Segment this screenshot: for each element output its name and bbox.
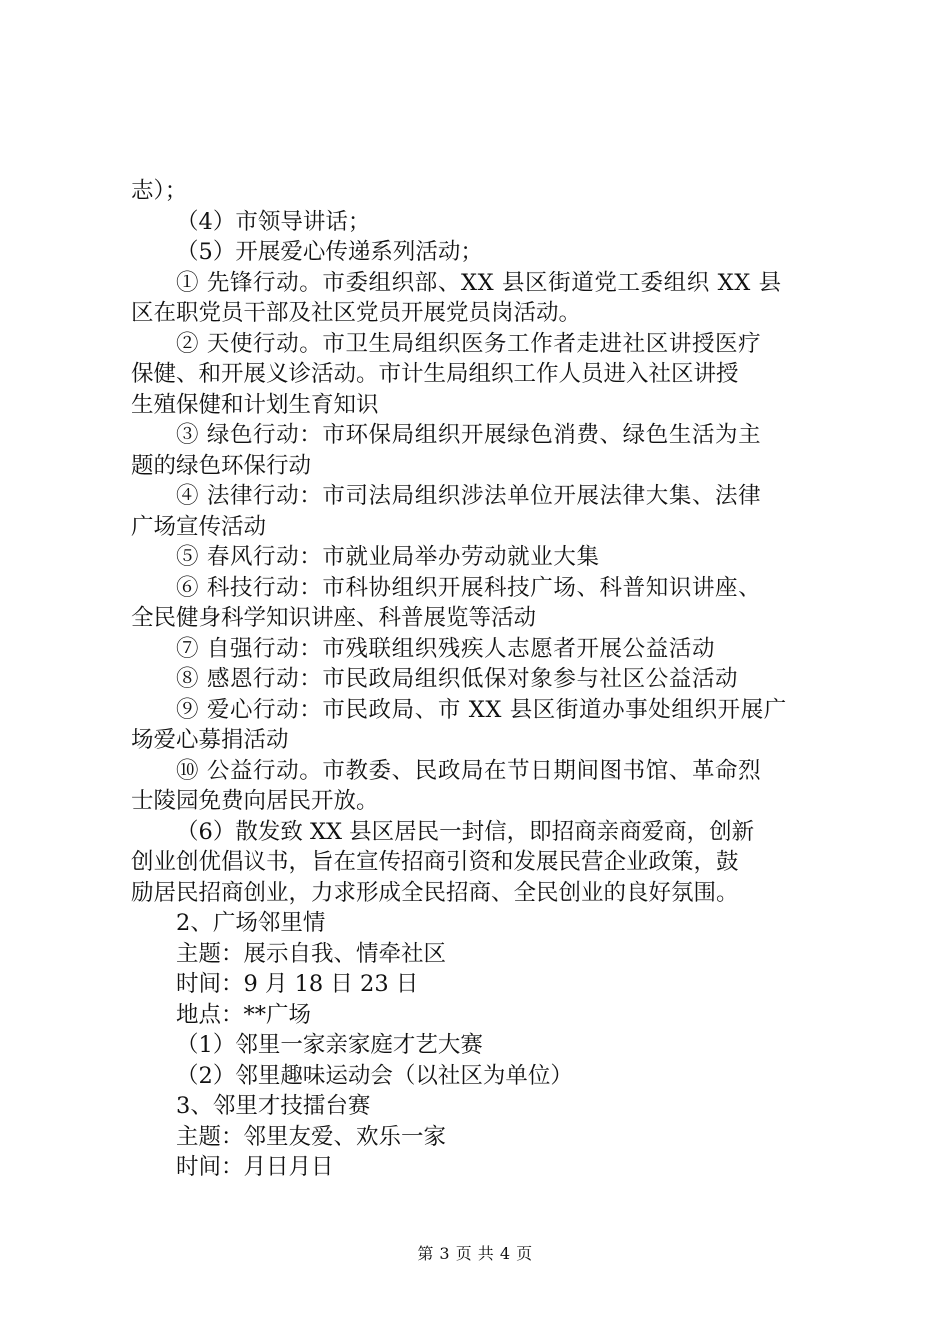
document-body bbox=[131, 176, 831, 1183]
page-number: 第 3 页 共 4 页 bbox=[417, 1244, 533, 1263]
body-line: ① 先锋行动。市委组织部、XX 县区街道党工委组织 XX 县 bbox=[176, 269, 782, 296]
body-line: 创业创优倡议书，旨在宣传招商引资和发展民营企业政策，鼓 bbox=[131, 849, 739, 875]
body-line: ⑨ 爱心行动：市民政局、市 XX 县区街道办事处组织开展广 bbox=[176, 696, 787, 723]
body-line: 主题：邻里友爱、欢乐一家 bbox=[176, 1123, 447, 1150]
body-line: ⑩ 公益行动。市教委、民政局在节日期间图书馆、革命烈 bbox=[176, 757, 762, 784]
page-footer bbox=[0, 1244, 950, 1264]
section-heading: 3、邻里才技擂台赛 bbox=[176, 1093, 371, 1119]
body-line: 励居民招商创业，力求形成全民招商、全民创业的良好氛围。 bbox=[131, 879, 739, 906]
body-line: 全民健身科学知识讲座、科普展览等活动 bbox=[131, 605, 537, 631]
body-line: （1）邻里一家亲家庭才艺大赛 bbox=[176, 1032, 483, 1058]
body-line: 志）； bbox=[131, 178, 188, 204]
body-line: ⑧ 感恩行动：市民政局组织低保对象参与社区公益活动 bbox=[176, 666, 739, 692]
body-line: ⑦ 自强行动：市残联组织残疾人志愿者开展公益活动 bbox=[176, 635, 716, 662]
body-line: ④ 法律行动：市司法局组织涉法单位开展法律大集、法律 bbox=[176, 483, 762, 509]
body-line: 士陵园免费向居民开放。 bbox=[131, 788, 379, 814]
body-line: 时间：月日月日 bbox=[176, 1154, 334, 1180]
body-line: ② 天使行动。市卫生局组织医务工作者走进社区讲授医疗 bbox=[176, 330, 762, 357]
body-line: 题的绿色环保行动 bbox=[131, 452, 312, 479]
body-line: ⑤ 春风行动：市就业局举办劳动就业大集 bbox=[176, 544, 600, 570]
body-line: （6）散发致 XX 县区居民一封信，即招商亲商爱商，创新 bbox=[176, 818, 755, 845]
body-line: 时间：9 月 18 日 23 日 bbox=[176, 971, 419, 997]
body-line: ③ 绿色行动：市环保局组织开展绿色消费、绿色生活为主 bbox=[176, 422, 762, 448]
body-line: 生殖保健和计划生育知识 bbox=[131, 391, 379, 418]
section-heading: 2、广场邻里情 bbox=[176, 910, 326, 936]
body-line: 场爱心募捐活动 bbox=[131, 727, 289, 753]
body-line: 主题：展示自我、情牵社区 bbox=[176, 940, 447, 967]
body-line: 广场宣传活动 bbox=[131, 513, 267, 540]
body-line: （5）开展爱心传递系列活动； bbox=[176, 239, 483, 265]
body-line: 保健、和开展义诊活动。市计生局组织工作人员进入社区讲授 bbox=[131, 361, 739, 387]
body-line: （4）市领导讲话； bbox=[176, 208, 371, 235]
body-line: 区在职党员干部及社区党员开展党员岗活动。 bbox=[131, 300, 582, 326]
body-line: ⑥ 科技行动：市科协组织开展科技广场、科普知识讲座、 bbox=[176, 574, 762, 601]
body-line: （2）邻里趣味运动会（以社区为单位） bbox=[176, 1062, 573, 1089]
body-line: 地点：**广场 bbox=[176, 1001, 312, 1028]
